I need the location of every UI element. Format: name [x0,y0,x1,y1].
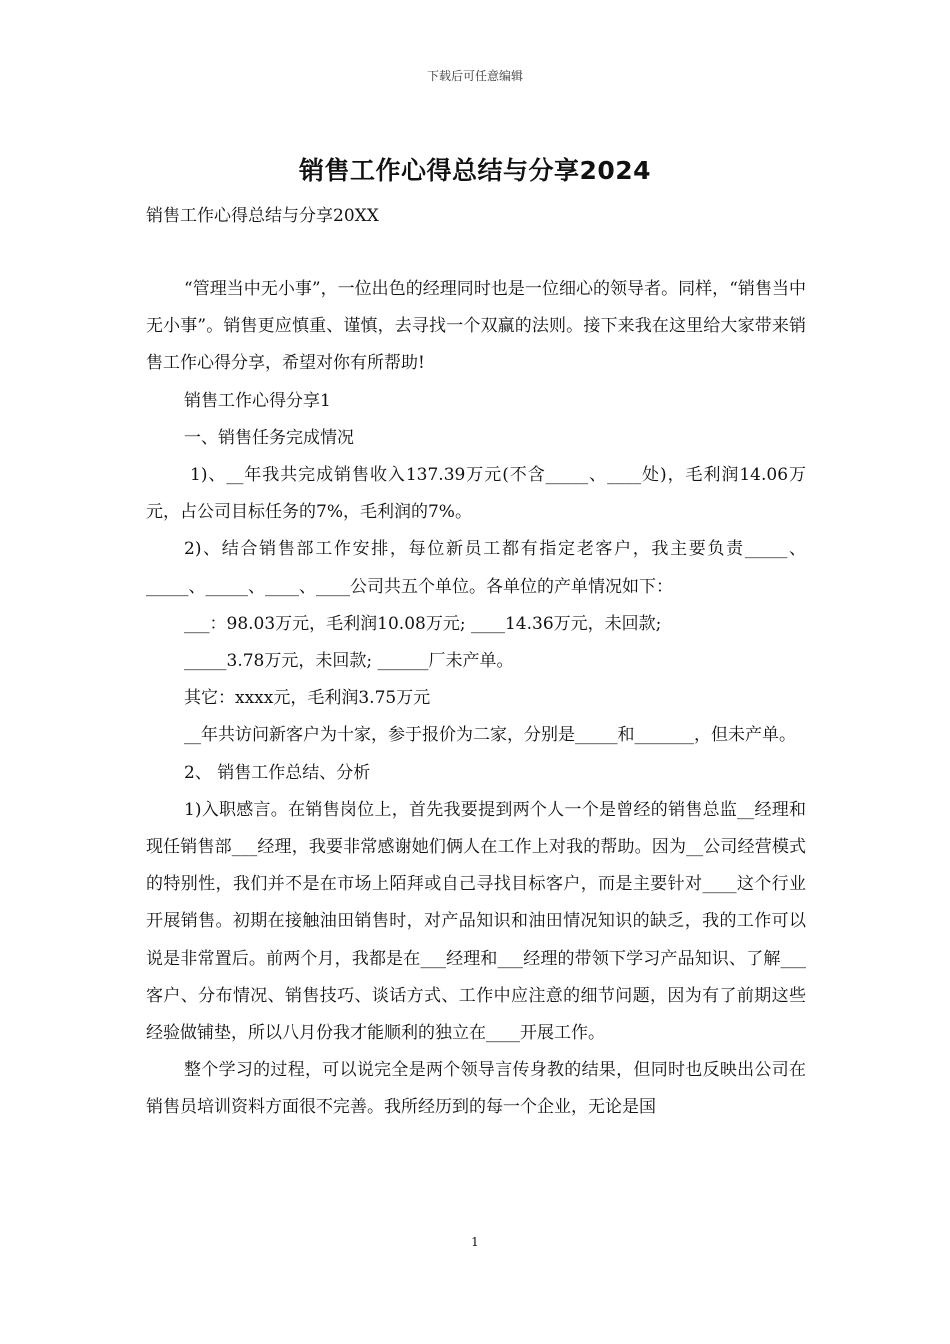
paragraph-unit-figures-2: _____3.78万元，未回款; ______厂未产单。 [184,651,514,672]
paragraph-client-assignment: 2)、结合销售部工作安排，每位新员工都有指定老客户，我主要负责_____、_____、_____、____、____公司共五个单位。各单位的产单情况如下： [146,539,806,597]
document-title: 销售工作心得总结与分享2024 [298,156,652,185]
section-heading-summary-analysis: 2、 销售工作总结、分析 [184,762,371,783]
document-subtitle: 销售工作心得总结与分享20XX [146,206,379,226]
paragraph-sales-revenue: 1)、__年我共完成销售收入137.39万元(不含_____、____处)，毛利润14.06万元，占公司目标任务的7%，毛利润的7%。 [146,465,806,523]
section-heading-share-1: 销售工作心得分享1 [184,390,331,411]
section-heading-task-completion: 一、销售任务完成情况 [184,427,354,448]
intro-paragraph: “管理当中无小事”，一位出色的经理同时也是一位细心的领导者。同样，“销售当中无小事”。销售更应慎重、谨慎，去寻找一个双赢的法则。接下来我在这里给大家带来销售工作心得分享，希望对你有所帮助! [146,279,806,374]
document-body [146,271,806,1127]
page-header-note: 下载后可任意编辑 [426,69,523,83]
paragraph-other: 其它：xxxx元，毛利润3.75万元 [184,688,431,709]
paragraph-unit-figures-1: ___：98.03万元，毛利润10.08万元; ____14.36万元，未回款; [184,613,662,634]
paragraph-onboarding-reflection: 1)入职感言。在销售岗位上，首先我要提到两个人一个是曾经的销售总监__经理和现任销售部___经理，我要非常感谢她们俩人在工作上对我的帮助。因为__公司经营模式的特别性，我们并不是在市场上陌拜或自己寻找目标客户，而是主要针对____这个行业开展销售。初期在接触油田销售时，对产品知识和油田情况知识的缺乏，我的工作可以说是非常置后。前两个月，我都是在___经理和___经理的带领下学习产品知识、了解___客户、分布情况、销售技巧、谈话方式、工作中应注意的细节问题，因为有了前期这些经验做铺垫，所以八月份我才能顺利的独立在____开展工作。 [146,799,806,1044]
paragraph-new-clients: __年共访问新客户为十家，参于报价为二家，分别是_____和_______，但未产单。 [184,725,796,746]
paragraph-learning-process: 整个学习的过程，可以说完全是两个领导言传身教的结果，但同时也反映出公司在销售员培训资料方面很不完善。我所经历到的每一个企业，无论是国 [146,1060,806,1118]
page-number: 1 [471,1235,479,1249]
